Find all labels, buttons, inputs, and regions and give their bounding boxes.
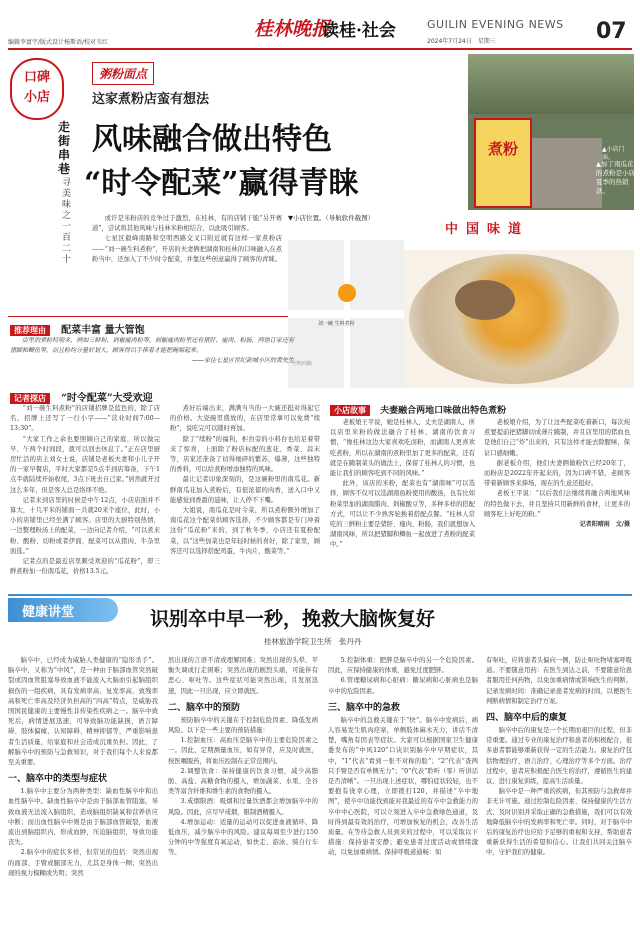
issue-date: 2024年7月24日 星期三 [427, 38, 496, 45]
map-road-label: 空明西路 [292, 361, 313, 367]
bowl-rim-text: 中国味道 [445, 222, 530, 237]
section-name: 读桂·社会 [322, 21, 396, 41]
paper-en-name: GUILIN EVENING NEWS [427, 18, 564, 31]
photo-foliage [468, 54, 634, 114]
visit-title: “时令配菜”大受欢迎 [61, 393, 153, 404]
visit-col1 [10, 404, 160, 577]
lead-kicker: 这家煮粉店蛮有想法 [92, 92, 210, 107]
brand-tag: 粥粉面点 [92, 62, 154, 85]
recommend-rule [8, 316, 288, 317]
map-road-v [344, 240, 350, 388]
health-col3-heading: 三、脑卒中的急救 [328, 702, 401, 713]
editor-credits: 编辑李富宇/版式设计杨斯语/校对韦红 [8, 39, 109, 46]
health-rule [8, 594, 632, 596]
recommend-label: 推荐理由 [10, 325, 50, 336]
health-col3-p3: 脑卒中的急救关键在于“快”。脑卒中发病后，病人容易发生肌肉痉挛，单侧肢体麻木无力，讲话不清楚，嘴角有因表等症状。大家可以根据国家卫生健康委发布的“中风120”口诀识别脑卒中早期症状，其中，“1”代表“看到一张不对称的脸”；“2”代表“查两只手臂是否有单侧无力”；“0”代表“聆听（零）听讲话是否清晰”。一旦出现上述症状，哪怕症状较轻，也不要抱有侥幸心理，立即拨打120，并描述“卒中地图”，使卒中功能找到能对我最近的有卒中急救能力的卒中中心医院，可以立刻进入卒中急救绿色通道，及时得到最有效的治疗，可增加恢复的机会，改善生活质量。在等待急救人员到来的过程中，可以采取以下措施：保持患者安静；避免患者过度活动或情绪激动，以免加重病情。保持呼吸道通畅：如 [328, 716, 478, 857]
header-rule [8, 48, 632, 50]
health-col2-p3: 1.控制血压：高血压是脑卒中的主要危险因素之一。因此，定期测量血压，如有异常，应及时就医，按医嘱服药，将血压控制在正常范围内。 [168, 737, 318, 765]
visit-label: 记者探店 [10, 393, 50, 404]
visit-col2-p4: 大姐说，南瓜花是时令菜，所以煮粉额外增加了南瓜花这个配菜供顾客选择，不少顾客都是专门冲着这份“瓜花粉”来的，到了秋冬季，小店还有夏粉配菜，以“这些加菜也是年轻时候的喜好，除了家里，顾客还可以选择搭配鸡蛋，牛肉片，酸菜等。” [170, 507, 320, 555]
caption-arrow-icon: ▲ [602, 146, 607, 153]
recommend-heading [10, 318, 145, 337]
health-col2-p1: 然出现的言语不清或理解困难；突然出现的头晕、平衡失调或行走困难；突然出现的剧烈头痛，可能伴有恶心、呕吐等。这些症状可能突然出现，且发展迅速，因此一旦出现，应立即就医。 [168, 657, 318, 695]
recommend-body-box [10, 336, 294, 365]
story-sign: 记者阳晴雨 文/摄 [579, 521, 630, 529]
visit-col1-p2: “大家工作之余也要照顾自己的家庭，所以做完早、午两个时间段，就可以回去休息了。”正在店里厨房忙活的店主刘女士说，店铺是老板夫妻和小儿子开的一家早餐店，平时大家都是5点半到店筹备，下午1点半就陆续开始收尾，3点下班去自己家。”居然就开过这么多年，但是客人总是络绎不绝。 [10, 435, 160, 494]
shop-sign [474, 118, 532, 208]
lead-title-2: “时令配菜”赢得青睐 [84, 166, 359, 201]
health-title: 识别卒中早一秒，挽救大脑恢复好 [150, 608, 436, 630]
health-col1-p1: 脑卒中，已经成为威胁人类健康的“隐形杀手”。脑卒中，又称为“中风”，是一种由于脑部血管突然破裂或因血管阻塞导致血液不能流入大脑而引起脑组织损伤的一组疾病，具有发病率高、复发率高、致残率高和死亡率高及经济负担高的“四高”特点，是威胁我国国民健康的主要慢性非传染性疾病之一。脑卒中致死后，病情进展迅速，可导致脑功能缺损、语言障碍、肢体偏瘫、认知障碍、精神抑郁等，严重影响患者生活质量，给家庭和社会造成沉重负担。因此，了解脑卒中的预防与急救知识，对于我们每个人来说都至关重要。 [8, 657, 158, 767]
visit-col2-p2: 除了“续粉”的福利，柜台旁的小料台也给足着带来了惊喜，上面除了粉店标配的葱花、香菜、蒜末等，店家还准备了切得细碎的紫苏，爆薄，这些独特的香料，可以给煮粉增添独特的风味。 [170, 435, 320, 474]
paper-name: 桂林晚报 [254, 18, 331, 40]
story-col1-p1: 老板娘王平说，她是桂林人，丈夫是湖南人，所以店里米粉的做法融合了桂林、湖南的饮食习惯，“像桂林这边大家喜欢吃卤粉，而湖南人更喜欢吃煮粉，所以在湖南的煮粉里加了更多的配菜，还有就是在腌制菜头的做法上，保留了桂林人的习惯，也能让我们的顾客吃到不同的风味。” [330, 419, 475, 478]
health-col2 [168, 656, 318, 859]
health-col4-p2: 脑卒中后的康复是一个长期而艰巨的过程，但非常重要。通过专业的康复治疗和患者的积极配合，很多患者都能够重新获得一定的生活能力。康复治疗包括物理治疗、语言治疗、心理治疗等多个方面。治疗过程中，患者应积极配合医生的治疗，遵循医生的建议，进行康复训练，提高生活质量。 [486, 727, 632, 786]
map-screenshot [288, 240, 404, 388]
lead-intro [92, 214, 282, 265]
health-banner-text: 健康讲堂 [22, 605, 75, 620]
story-col2 [484, 418, 630, 530]
health-banner [8, 598, 118, 622]
visit-col2-p1: 煮好后端出来，满满当当的一大碗还挺对得起它的价格。大瓷碗里盛放的，在店里常拿可以免费“续粉”，说吃完可以随时再加。 [170, 405, 320, 433]
caption-map: ▼小店位置。（导航软件截图） [288, 214, 375, 222]
column-series: 寻美味之一百二十 [62, 178, 72, 265]
bowl-noodles [409, 254, 619, 384]
health-col3 [328, 656, 478, 859]
story-title: 夫妻融合两地口味做出特色煮粉 [380, 406, 507, 416]
health-col4-p1: 有呕吐，应将患者头偏向一侧，防止呕吐物堵塞呼吸道。不要随意用药：在医生到达之前，不要随意给患者服用任何药物，以免加重病情或影响医生的判断。记录发病时间：准确记录患者发病的时间，以便医生判断病情和制定治疗方案。 [486, 657, 632, 705]
lead-intro-p2: 七星区毅峰南路和空明西路交叉口附近就有这样一家煮粉店——“刘一碗生料煮粉”，开店的夫妻俩把湖南和桂林的口味融入在煮粉当中，还加入了不少时令配菜，并靠这些创意赢得了顾客的青睐。 [92, 235, 282, 263]
story-col1-p2: 此外，该店的米粉，配菜也有“湖南味”可以选择，顾客不仅可以选湖南鱼粉使用的酸汤，也有比如粉菜里加的湖南腊肉、剁椒酸豆等，多种多样的搭配方式，可以让不少熟客轮换着搭配点餐。“桂林人常吃的三鲜粉主要是猪肝、瘦肉、粉肠，我们就想加入湖南风味，所以把猪脚和鲫鱼一起放进了煮粉的配菜中。” [330, 480, 475, 549]
lead-intro-p1: 或许是米粉店的竞争过于激烈，在桂林，有的店铺干脆“另开赛道”，尝试将其他风味与桂林米粉相结合，以此吸引顾客。 [92, 215, 282, 233]
bowl-photo [395, 210, 634, 388]
map-label: 刘一碗 生料煮粉 [318, 321, 355, 327]
health-col1-heading: 一、脑卒中的类型与症状 [8, 774, 108, 785]
caption-shop-front: ▲小店门面。 [602, 146, 625, 161]
story-col1 [330, 418, 475, 551]
health-col3-p2: 6.管理糖尿病和心脏病：糖尿病和心脏病也是脑卒中的危险因素。 [328, 677, 478, 695]
column-badge [10, 58, 64, 120]
health-col2-heading: 二、脑卒中的预防 [168, 702, 241, 713]
visit-col1-p4: 记者点的是最近店里颇受欢迎的“瓜花粉”，即三鲜煮粉加一份南瓜花，价格13.5元。 [10, 558, 160, 576]
health-col2-p2: 预防脑卒中的关键在于控制危险因素、降低发病风险。以下是一些主要的预防措施： [168, 716, 318, 735]
recommend-title: 配菜丰富 量大管饱 [61, 325, 145, 336]
shop-sign-text: 煮粉 [488, 140, 519, 158]
health-col2-p4: 2.调整饮食：保持健康的饮食习惯，减少高脂肪、高盐、高糖食物的摄入，增加蔬菜、水果、全谷类等富含纤维和维生素的食物的摄入。 [168, 767, 318, 796]
story-col2-p2: 据老板介绍，他们夫妻俩做粉饮已经20年了，而粉店是2022年开起来的，因为口碑不错，老顾客带着新顾客来捧场，现在的生意还挺好。 [484, 459, 630, 488]
bowl-rim-band [395, 210, 634, 250]
health-col3-p1: 5.控制体重：肥胖是脑卒中的另一个危险因素。因此，应保持健康的体重，避免过度肥胖。 [328, 657, 478, 675]
story-col2-p1: 老板娘介绍，为了让这些配菜吃着新口，每次炖煮要提前把猪脚切成薄片腌制，并且店里用的猪血也是他们自己“炸”出来的，只有这样才能去除腥味，保证口感细嫩。 [484, 419, 630, 457]
visit-col1-p1: “刘一碗生料煮粉”的店铺招牌是蓝色的，除了店名，招牌上还写了一行小字——“营业时间7:00—13:30”。 [10, 405, 160, 433]
visit-heading [10, 386, 153, 405]
shop-building [532, 138, 602, 208]
caption-bowl: ▲加了南瓜花的煮粉是小店夏季的热销款。 [596, 160, 635, 195]
health-col1 [8, 656, 158, 879]
story-col2-p3: 老板王平说：“以后我们会继续将融合两地风味的特色做下去，并且坚持只用新鲜的食材，让更多的顾客吃上好吃的粉。” [484, 490, 630, 518]
story-label: 小店故事 [330, 405, 370, 416]
caption-arrow-icon: ▲ [596, 160, 601, 168]
health-col1-p3: 2.脑卒中的症状多样，但常见的包括：突然出现的面部、手臂或腿部无力，尤其是身体一侧；突然出现的视力模糊或失明；突然 [8, 849, 158, 877]
visit-col2-p3: 最让记者印象深刻的，是这碗粉里的南瓜花。新鲜南瓜花加入煮粉后，有很浓郁的肉香，送入口中又能感觉到香甜的滋味，让人停不下嘴。 [170, 476, 320, 504]
visit-col1-p3: 记者来到店里的时候是中午12点，小店店面并不算大，十几平米的铺面一共就20来个座位，此时，小小的店铺里已经坐满了顾客。店里的大厨特别热情，一边整理粉汤上的配菜，一边向记者介绍，“可以煮来粉、酸粉、切粉或者伊面，配菜可以从猪肉、牛杂里面选。” [10, 496, 160, 555]
health-col4-heading: 四、脑卒中后的康复 [486, 713, 568, 724]
health-col4 [486, 656, 632, 859]
page-number: 07 [596, 19, 627, 44]
lead-title-1: 风味融合做出特色 [92, 122, 332, 157]
bowl-meat [455, 280, 515, 320]
visit-col2 [170, 404, 320, 557]
health-byline: 桂林旅游学院卫生所 张丹丹 [264, 637, 362, 646]
caption-arrow-icon: ▼ [288, 214, 293, 222]
recommend-sign: ——家住七星区世纪新城小区的黄先生 [191, 356, 294, 364]
health-col2-p6: 4.增加运动：适量的运动可以促进血液循环，降低血压，减少脑卒中的风险。建议每周至少进行150分钟的中等强度有氧运动，如快走、游泳、骑自行车等。 [168, 818, 318, 857]
column-badge-text: 口碑小店 [23, 70, 50, 105]
column-subtitle: 走街串巷 [58, 120, 71, 176]
map-pin-icon [338, 284, 356, 302]
recommend-body: 店里的煮粉特别多，例如三鲜粉、剁椒瘦肉粉等，剁椒瘦肉粉里还有猪肝、瘦肉、粉肠，两饱订家还有猪脚和鲫鱼等，而且粉均分量好划大，顾客得以手捧着才能把碗端起来。 [10, 337, 294, 354]
health-col2-p5: 3.戒烟限酒：吸烟和过量饮酒都会增加脑卒中的风险。因此，应尽早戒烟，限制酒精摄入。 [168, 798, 318, 816]
health-col1-p2: 1.脑卒中主要分为两种类型：缺血性脑卒中和出血性脑卒中。缺血性脑卒中是由于脑部血管阻塞，导致血液无法流入脑组织，造成脑组织缺氧和营养供应中断；而出血性脑卒中则是由于脑部血管破裂，血液流出到脑组织内，形成血肿，压迫脑组织，导致功能丧失。 [8, 788, 158, 847]
story-heading [330, 398, 506, 417]
health-col4-p3: 脑卒中是一种严重的疾病，但其预防与急救却并非无计可施。通过控制危险因素、保持健康的生活方式、及时识别并采取正确的急救措施，我们可以有效地降低脑卒中的发病率和死亡率。同时，对于脑卒中后的康复治疗也应给予足够的重视和支持，帮助患者重新获得生活的希望和信心。让我们共同关注脑卒中，守护我们的健康。 [486, 788, 632, 857]
